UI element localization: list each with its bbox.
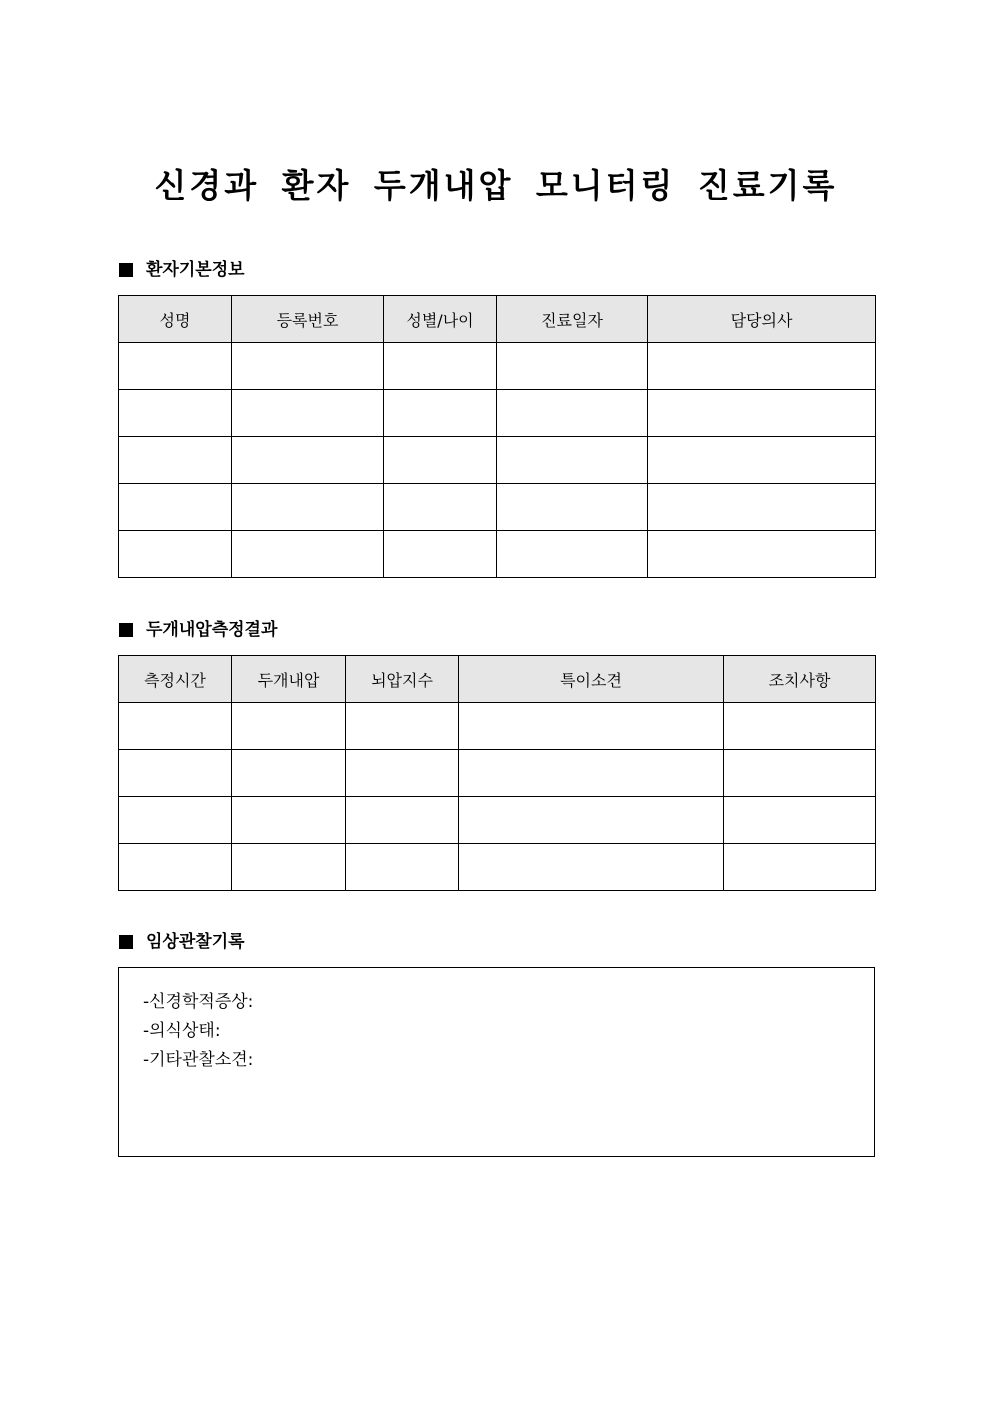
square-bullet-icon: [119, 935, 133, 949]
table-cell[interactable]: [648, 437, 876, 484]
patient-info-header-row: [119, 296, 876, 343]
table-cell[interactable]: [119, 797, 232, 844]
table-cell[interactable]: [346, 797, 459, 844]
table-cell[interactable]: [119, 531, 232, 578]
table-cell[interactable]: [119, 703, 232, 750]
table-cell[interactable]: [459, 797, 724, 844]
table-cell[interactable]: [119, 437, 232, 484]
table-cell[interactable]: [459, 750, 724, 797]
icp-results-header-row: [119, 656, 876, 703]
table-cell[interactable]: [346, 750, 459, 797]
table-cell[interactable]: [346, 844, 459, 891]
consciousness-state-item: -의식상태:: [143, 1021, 221, 1041]
table-cell[interactable]: [497, 484, 648, 531]
table-row: [119, 531, 876, 578]
column-header-actions-taken: 조치사항: [724, 656, 876, 703]
table-cell[interactable]: [497, 437, 648, 484]
table-cell[interactable]: [119, 844, 232, 891]
table-cell[interactable]: [232, 531, 384, 578]
table-cell[interactable]: [384, 437, 497, 484]
table-cell[interactable]: [232, 484, 384, 531]
column-header-pressure-index: 뇌압지수: [346, 656, 459, 703]
table-row: [119, 844, 876, 891]
icp-results-heading-label: 두개내압측정결과: [146, 620, 278, 640]
table-cell[interactable]: [459, 703, 724, 750]
table-cell[interactable]: [497, 390, 648, 437]
document-title: 신경과 환자 두개내압 모니터링 진료기록: [154, 166, 838, 205]
column-header-registration-number: 등록번호: [232, 296, 384, 343]
table-cell[interactable]: [497, 343, 648, 390]
column-header-name: 성명: [119, 296, 232, 343]
icp-results-table: [118, 655, 876, 891]
icp-results-heading: [119, 618, 277, 642]
column-header-measurement-time: 측정시간: [119, 656, 232, 703]
table-cell[interactable]: [119, 750, 232, 797]
table-cell[interactable]: [497, 531, 648, 578]
table-row: [119, 797, 876, 844]
column-header-intracranial-pressure: 두개내압: [232, 656, 346, 703]
square-bullet-icon: [119, 263, 133, 277]
table-cell[interactable]: [648, 390, 876, 437]
table-row: [119, 750, 876, 797]
table-cell[interactable]: [648, 531, 876, 578]
table-cell[interactable]: [724, 844, 876, 891]
table-cell[interactable]: [232, 343, 384, 390]
table-cell[interactable]: [648, 484, 876, 531]
table-cell[interactable]: [232, 844, 346, 891]
table-cell[interactable]: [459, 844, 724, 891]
patient-info-heading-label: 환자기본정보: [146, 260, 245, 280]
table-cell[interactable]: [724, 750, 876, 797]
table-row: [119, 703, 876, 750]
table-cell[interactable]: [384, 531, 497, 578]
patient-info-table: [118, 295, 876, 578]
table-cell[interactable]: [724, 797, 876, 844]
table-cell[interactable]: [119, 484, 232, 531]
clinical-observation-box[interactable]: [118, 967, 875, 1157]
table-cell[interactable]: [648, 343, 876, 390]
table-cell[interactable]: [232, 797, 346, 844]
table-row: [119, 390, 876, 437]
column-header-visit-date: 진료일자: [497, 296, 648, 343]
other-findings-item: -기타관찰소견:: [143, 1050, 254, 1070]
column-header-attending-physician: 담당의사: [648, 296, 876, 343]
clinical-observation-list: [119, 968, 874, 1075]
table-cell[interactable]: [232, 390, 384, 437]
table-cell[interactable]: [232, 437, 384, 484]
column-header-special-findings: 특이소견: [459, 656, 724, 703]
clinical-observation-heading-label: 임상관찰기록: [146, 932, 245, 952]
table-cell[interactable]: [119, 390, 232, 437]
square-bullet-icon: [119, 623, 133, 637]
table-cell[interactable]: [724, 703, 876, 750]
table-cell[interactable]: [232, 750, 346, 797]
column-header-sex-age: 성별/나이: [384, 296, 497, 343]
neurological-symptoms-item: -신경학적증상:: [143, 992, 254, 1012]
table-cell[interactable]: [119, 343, 232, 390]
table-cell[interactable]: [384, 390, 497, 437]
table-cell[interactable]: [346, 703, 459, 750]
table-cell[interactable]: [384, 343, 497, 390]
table-row: [119, 437, 876, 484]
table-row: [119, 343, 876, 390]
table-cell[interactable]: [384, 484, 497, 531]
patient-info-heading: [119, 258, 245, 282]
table-cell[interactable]: [232, 703, 346, 750]
clinical-observation-heading: [119, 930, 245, 954]
table-row: [119, 484, 876, 531]
